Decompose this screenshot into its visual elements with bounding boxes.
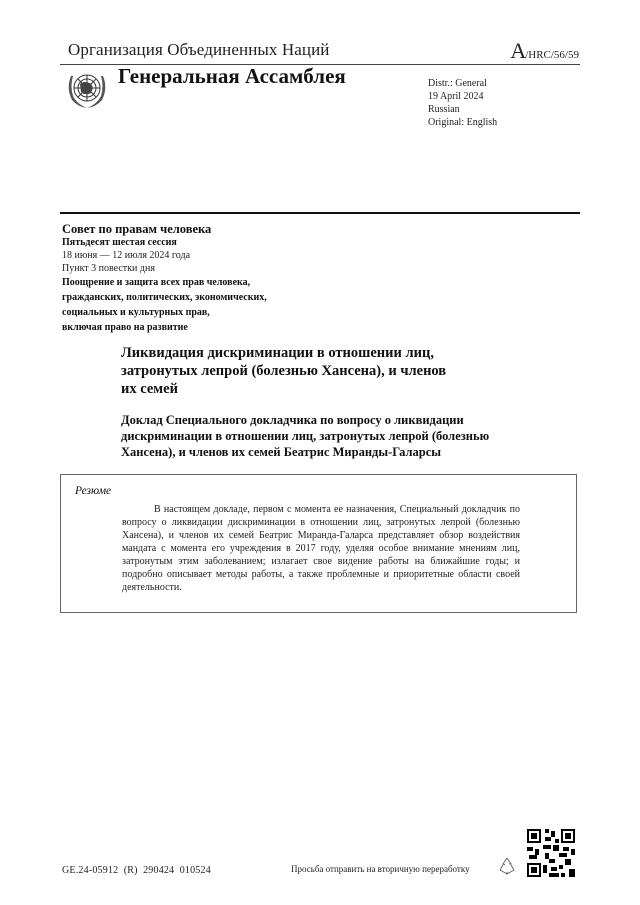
agenda-title-line: гражданских, политических, экономических, xyxy=(62,292,267,303)
symbol-prefix: A xyxy=(510,38,526,63)
agenda-title-line: включая право на развитие xyxy=(62,322,188,333)
un-emblem-icon xyxy=(63,66,111,112)
document-title xyxy=(121,344,461,398)
recycle-note: Просьба отправить на вторичную переработку xyxy=(291,864,470,874)
qr-code-icon xyxy=(525,827,577,879)
title-line: затронутых лепрой (болезнью Хансена), и членов xyxy=(121,363,447,379)
council-name: Совет по правам человека xyxy=(62,222,212,236)
summary-text: В настоящем докладе, первом с момента ее назначения, Специальный докладчик по вопросу о ликвидации дискриминации в отношении лиц, затронутых лепрой (болезнью Хансена), и членов их семей Беатрис Миранда-Галарса представляет обзор воздействия мандата с момента его учреждения в 2017 году, уделяя особое внимание мнениям лиц, затронутым этим заболеванием; излагает свое видение работы на ближайшие годы; и подробно описывает методы работы, а также проблемные и приоритетные области своей деятельности. xyxy=(122,504,520,593)
title-line: Ликвидация дискриминации в отношении лиц, xyxy=(121,345,434,361)
summary-box xyxy=(60,474,577,613)
subtitle-line: Хансена), и членов их семей Беатрис Миранды-Галарсы xyxy=(121,445,442,459)
summary-label: Резюме xyxy=(75,485,112,497)
organization-name: Организация Объединенных Наций xyxy=(68,40,330,59)
body-name: Генеральная Ассамблея xyxy=(118,64,346,88)
agenda-item: Пункт 3 повестки дня xyxy=(62,263,155,274)
distr-status: Distr.: General xyxy=(428,78,487,89)
session-info xyxy=(62,222,267,335)
session-dates: 18 июня — 12 июля 2024 года xyxy=(62,250,191,261)
distribution-block xyxy=(428,77,497,129)
document-symbol xyxy=(510,38,579,64)
recycle-icon xyxy=(496,855,518,877)
subtitle-line: Доклад Специального докладчика по вопросу о ликвидации xyxy=(121,413,464,427)
document-date: 19 April 2024 xyxy=(428,91,484,102)
subtitle-line: дискриминации в отношении лиц, затронутых лепрой (болезнью xyxy=(121,429,490,443)
symbol-suffix: /HRC/56/59 xyxy=(525,49,579,61)
section-rule xyxy=(60,212,580,214)
job-number: GE.24-05912 (R) 290424 010524 xyxy=(62,865,211,876)
agenda-title-line: Поощрение и защита всех прав человека, xyxy=(62,277,251,288)
title-line: их семей xyxy=(121,381,178,397)
agenda-title-line: социальных и культурных прав, xyxy=(62,307,210,318)
document-language: Russian xyxy=(428,104,460,115)
document-subtitle xyxy=(121,412,531,460)
agenda-title xyxy=(62,275,267,335)
session-name: Пятьдесят шестая сессия xyxy=(62,237,177,248)
original-language: Original: English xyxy=(428,117,498,128)
